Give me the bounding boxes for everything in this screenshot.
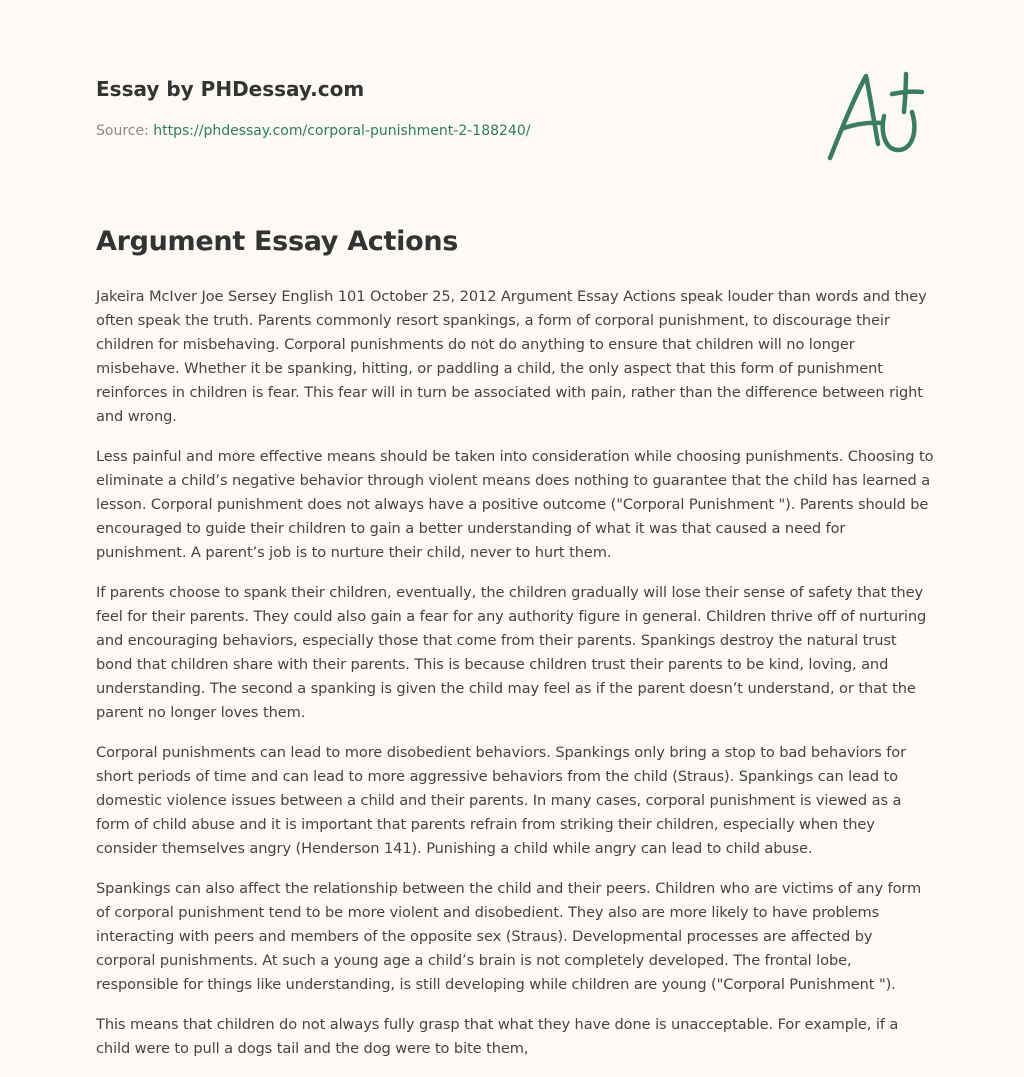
article-body xyxy=(96,285,936,1077)
paragraph: Jakeira McIver Joe Sersey English 101 October 25, 2012 Argument Essay Actions speak louder than words and they often speak the truth. Parents commonly resort spankings, a form of corporal punishment, to discourage their children for misbehaving. Corporal punishments do not do anything to ensure that children will no longer misbehave. Whether it be spanking, hitting, or paddling a child, the only aspect that this form of punishment reinforces in children is fear. This fear will in turn be associated with pain, rather than the difference between right and wrong. xyxy=(96,288,927,425)
source-line xyxy=(96,121,796,141)
paragraph: Less painful and more effective means should be taken into consideration while choosing punishments. Choosing to eliminate a child’s negative behavior through violent means does nothing to guarantee that the child has learned a lesson. Corporal punishment does not always have a positive outcome ("Corporal Punishment "). Parents should be encouraged to guide their children to gain a better understanding of what it was that caused a need for punishment. A parent’s job is to nurture their child, never to hurt them. xyxy=(96,448,934,561)
source-link[interactable]: https://phdessay.com/corporal-punishment-2-188240/ xyxy=(153,123,531,139)
paragraph: Corporal punishments can lead to more disobedient behaviors. Spankings only bring a stop to bad behaviors for short periods of time and can lead to more aggressive behaviors from the child (Straus). Spankings can lead to domestic violence issues between a child and their parents. In many cases, corporal punishment is viewed as a form of child abuse and it is important that parents refrain from striking their children, especially when they consider themselves angry (Henderson 141). Punishing a child while angry can lead to child abuse. xyxy=(96,744,906,857)
page-header xyxy=(96,75,796,141)
source-label: Source: xyxy=(96,123,149,139)
brand-title: Essay by PHDessay.com xyxy=(96,77,365,101)
a-plus-logo-icon xyxy=(820,66,930,166)
article-title: Argument Essay Actions xyxy=(96,226,459,257)
paragraph: Spankings can also affect the relationship between the child and their peers. Children who are victims of any form of corporal punishment tend to be more violent and disobedient. They also are more likely to have problems interacting with peers and members of the opposite sex (Straus). Developmental processes are affected by corporal punishments. At such a young age a child’s brain is not completely developed. The frontal lobe, responsible for things like understanding, is still developing while children are young ("Corporal Punishment "). xyxy=(96,880,922,993)
paragraph: This means that children do not always fully grasp that what they have done is unacceptable. For example, if a child were to pull a dogs tail and the dog were to bite them, xyxy=(96,1016,899,1057)
paragraph: If parents choose to spank their children, eventually, the children gradually will lose their sense of safety that they feel for their parents. They could also gain a fear for any authority figure in general. Children thrive off of nurturing and encouraging behaviors, especially those that come from their parents. Spankings destroy the natural trust bond that children share with their parents. This is because children trust their parents to be kind, loving, and understanding. The second a spanking is given the child may feel as if the parent doesn’t understand, or that the parent no longer loves them. xyxy=(96,584,927,721)
